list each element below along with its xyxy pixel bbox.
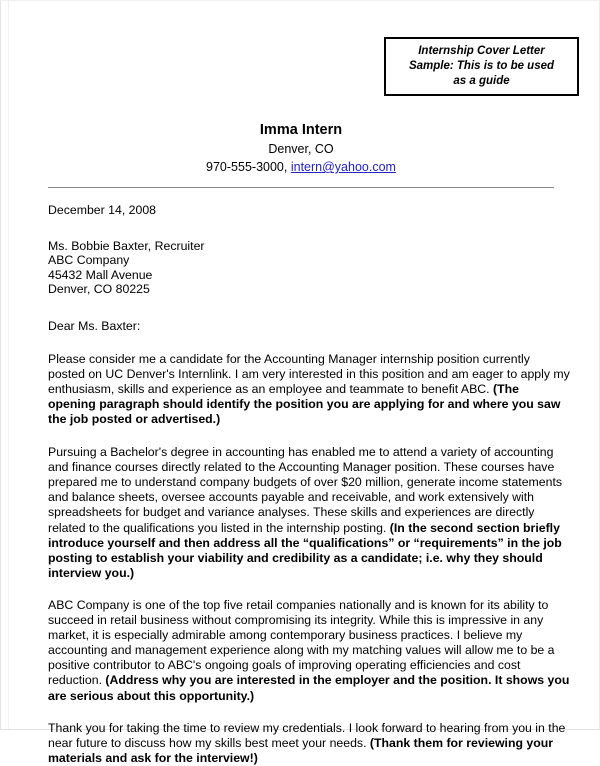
sender-email-link[interactable]: intern@yahoo.com [290,160,396,174]
recipient-address [48,239,570,297]
paragraph-3-text: ABC Company is one of the top five retail companies nationally and is known for its ability to succeed in retail business without compromising its integrity. While this is impressive in any market, it is especially admirable among contemporary business practices. I believe my accounting and management experience along with my matching values will allow me to be a positive contributor to ABC's ongoing goals of improving operating efficiencies and cost reduction. [48,597,555,688]
paragraph-1-text: Please consider me a candidate for the Accounting Manager internship position currently posted on UC Denver's Internlink. I am very interested in this position and am eager to apply my enthusiasm, skills and experience as an employee and teammate to benefit ABC. [48,351,570,396]
paragraph-2-note: (In the second section briefly introduce yourself and then address all the “qualifications” or “requirements” in the job posting to establish your viability and credibility as a candidate; i.e. why they should interview you.) [48,520,562,580]
recipient-line-1: Ms. Bobbie Baxter, Recruiter [48,239,205,253]
recipient-line-3: 45432 Mall Avenue [48,267,153,282]
letter-date: December 14, 2008 [48,203,157,217]
paragraph-2-text: Pursuing a Bachelor's degree in accounting has enabled me to attend a variety of accounting and finance courses directly related to the Accounting Manager position. These courses have prepared me to understand company budgets of over $20 million, generate income statements and balance sheets, oversee accounts payable and receivable, and work extensively with spreadsheets for budget and variance analyses. These skills and experiences are directly related to the qualifications you listed in the internship posting. [48,445,563,535]
paragraph-4-text: Thank you for taking the time to review my credentials. I look forward to hearing from you in the near future to discuss how my skills best meet your needs. [48,720,566,750]
paragraph-4 [48,721,570,766]
sender-phone: 970-555-3000, [206,160,288,174]
letter-body [48,202,570,766]
paragraph-3-note: (Address why you are interested in the employer and the position. It shows you are serious about this opportunity.) [48,673,570,703]
letterhead [48,121,554,176]
callout-line-3: as a guide [453,75,510,87]
sender-location: Denver, CO [268,142,334,156]
sender-contact [48,158,554,176]
recipient-line-2: ABC Company [48,253,130,268]
callout-line-2: Sample: This is to be used [408,60,555,72]
paragraph-2 [48,445,570,581]
letterhead-divider [48,187,554,188]
callout-box [384,37,579,96]
recipient-line-4: Denver, CO 80225 [48,282,150,297]
salutation: Dear Ms. Baxter: [48,318,141,333]
callout-text [409,44,554,89]
paragraph-1-note: (The opening paragraph should identify the position you are applying for and where you saw the job posted or advertised.) [48,381,561,426]
paragraph-1 [48,352,570,427]
sender-name: Imma Intern [259,122,343,138]
callout-line-1: Internship Cover Letter [418,45,545,57]
paragraph-3 [48,598,570,704]
paragraph-4-note: (Thank them for reviewing your materials and ask for the interview!) [48,735,554,765]
